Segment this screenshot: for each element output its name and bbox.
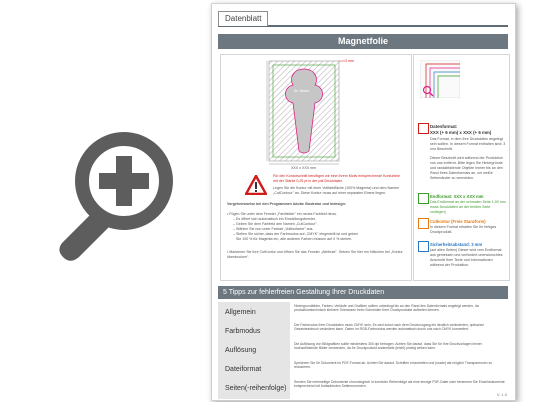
shape-label: Ihr Motiv <box>294 88 310 93</box>
tip-text: Speichern Sie Ihr Dokument im PDF-Format ab. Achten Sie darauf, Schriften einzubetten und (sowie) als möglich Transparenzen zu reduzieren. <box>294 361 493 370</box>
cut-color-key <box>418 218 429 229</box>
zoom-in-magnifier-icon[interactable] <box>54 124 214 274</box>
tip-text: Die Auflösung von Bildgrafiken sollte mindestens 300 dpi betragen. Achten Sie darauf, dass Sie für Ihre Druckvorlagen immer hochauflösende Bilder verwenden, da Ihr Druckprodukt andernfalls (leicht) pixelig wirken kann. <box>294 342 482 351</box>
tip-label: Auflösung <box>218 340 290 361</box>
tip-row <box>218 302 508 323</box>
tip-text: Der Farbmodus Ihrer Druckdaten muss CMYK sein. Es wird sonst nach dem Druckvorgang ein deutlich veränderten, optischen Gesamteindruck verändern kann. Daten im RGB-Farbmodus werden automatisch durch uns nach CMYK konvertiert. <box>294 323 485 332</box>
endformat-title: Endformat: XXX x XXX mm <box>430 194 484 199</box>
tip-label: Farbmodus <box>218 321 290 342</box>
template-panel <box>220 54 412 281</box>
width-dimension: XXX x XXX mm <box>291 166 317 170</box>
program-note: • Markieren Sie Ihre CutKontur und öffnen Sie das Fenster „Attribute". Setzen Sie hier ein Häkchen bei „Kontur überdrucken". <box>227 250 403 259</box>
program-step: Sie 100 % für Magenta ein, alle anderen Farben müssen auf 0 % stehen. <box>236 237 353 241</box>
tip-row <box>218 359 508 380</box>
tip-label: Allgemein <box>218 302 290 323</box>
format-size: XXX (+ 6 mm) x XXX (+ 6 mm) <box>430 130 492 135</box>
tip-text: Senden Sie mehrseitige Dokumente chronologisch in korrekter Reihenfolge als eine einzige PDF-Datei oder benennen Sie Einzeldokumente entsprechend mit fortlaufenden Seitennummern. <box>294 380 505 389</box>
safety-color-key <box>418 241 429 252</box>
safety-text: (auf allen Seiten) Dieser wird vom Endformat aus gemessen und verhindert unerwünschtes Anschnitt Ihrer Texte und Informationen während der Produktion. <box>430 248 503 267</box>
program-step: – Geben Sie dem Farbfeld den Namen „CutContour". <box>233 222 318 226</box>
format-text: Das Format, in dem Ihre Druckdaten angelegt sein sollten. In diesem Format enthalten sind: 3 mm Beschnitt. <box>430 137 506 151</box>
contour-note: Für den Konturschnitt benötigen wir eine Ihrem Motiv entsprechende Konturlinie mit der Stärke 0,25 pt in der pdf-Druckdatei. <box>273 174 401 183</box>
bleed-dimension: 3 mm <box>345 59 354 63</box>
tip-label: Dateiformat <box>218 359 290 380</box>
contour-note-2: Legen Sie die Kontur mit einer Vollfarbfläche (100% Magenta) und dem Namen „CutContour" an. Diese Kontur muss auf einer separaten Ebene liegen. <box>273 186 400 195</box>
format-legend-panel <box>413 54 510 281</box>
safety-title: Sicherheitsabstand: 3 mm <box>430 242 483 247</box>
tip-row <box>218 340 508 361</box>
program-step: • Fügen Sie unter dem Fenster „Farbfelder" ein neues Farbfeld hinzu. <box>227 212 338 216</box>
tips-header: 5 Tipps zur fehlerfreien Gestaltung Ihrer Druckdaten <box>218 286 508 299</box>
format-text-2: Dieser Beschnitt wird während der Produktion von uns entfernt. Bitte legen Sie Hintergründe und randabfallende Objekte immer bis an den Rand Ihres Datenformats an, um weiße Seitenränder zu vermeiden. <box>430 156 503 180</box>
tip-text: Hintergrundbilder, Farben, Verläufe und Grafiken sollten unbedingt bis an den Rand des Datenformats angelegt werden, da produktionstechnisch kleinere Toleranzen beim Schneiden Ihrer Druckprodukte auftreten können. <box>294 304 479 313</box>
version-footer: V. 1.0 <box>496 392 507 397</box>
tip-row <box>218 378 508 399</box>
endformat-color-key <box>418 193 429 204</box>
warning-triangle-icon <box>245 175 267 195</box>
program-step: – Wählen Sie nun unter Farbart „Volltonfarbe" aus. <box>233 227 314 231</box>
endformat-text: Das Endformat an der schmalen Seite 1:00 mm muss Druckdaten an der breiten Seite vorliegen) <box>430 200 506 214</box>
program-step: – Es öffnet sich automatisch ein Einstellungsfenster. <box>233 217 316 221</box>
format-color-key <box>418 123 429 134</box>
tip-label: Seiten(-reihenfolge) <box>218 378 290 399</box>
format-title: Datenformat: <box>430 124 458 129</box>
cut-title: Cutkontur (Freie Stanzform) <box>430 219 486 224</box>
program-step: – Stellen Sie sicher, dass der Farbmodus auf „CMYK" eingestellt ist und geben <box>233 232 359 236</box>
datasheet-tab: Datenblatt <box>218 11 268 26</box>
datasheet-page <box>211 3 516 401</box>
datasheet-header <box>218 11 508 27</box>
cut-text: In diesem Format erhalten Sie Ihr fertiges Druckprodukt. <box>430 225 497 234</box>
tip-row <box>218 321 508 342</box>
cut-shape-illustration <box>221 55 411 170</box>
program-title: Vorgehensweise bei den Programmen Adobe Illustrator und Indesign: <box>227 202 347 206</box>
product-title: Magnetfolie <box>218 34 508 49</box>
zoom-icon <box>422 85 434 97</box>
